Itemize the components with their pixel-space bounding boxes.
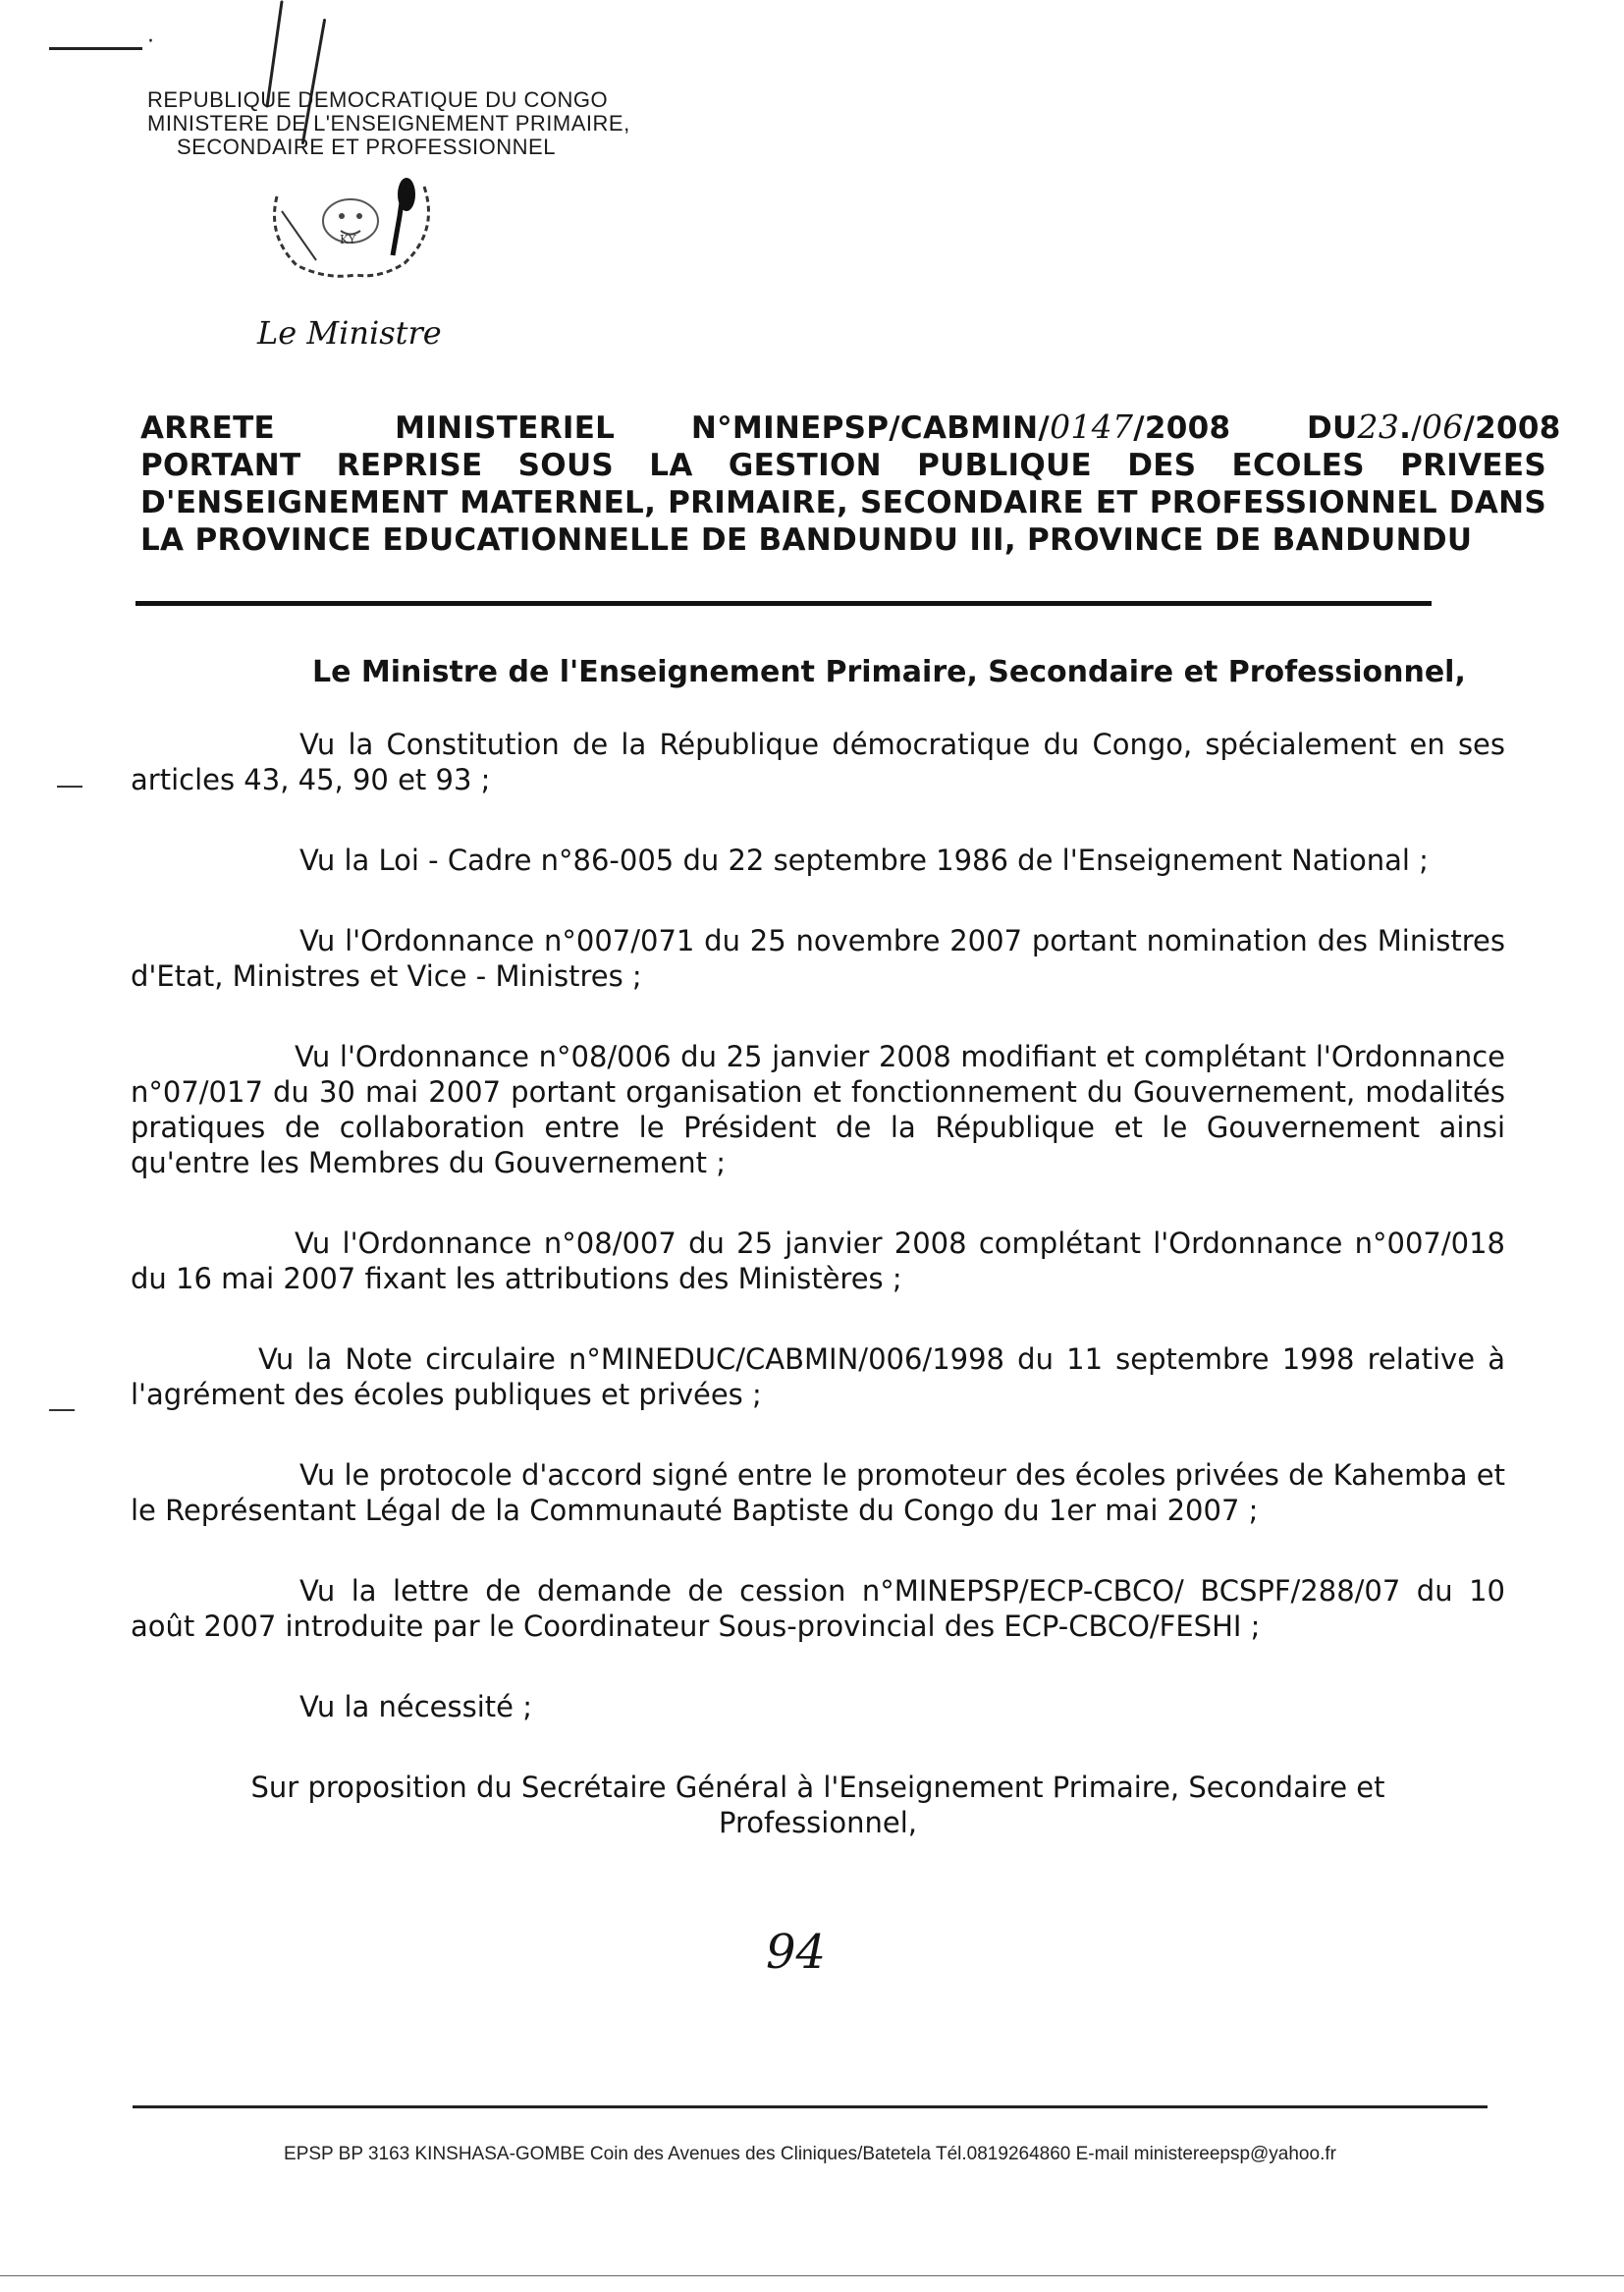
decree-title (140, 408, 1561, 559)
footer-rule (133, 2105, 1488, 2108)
margin-mark (49, 1409, 75, 1411)
proposal-line-1: Sur proposition du Secrétaire Général à l'Enseignement Primaire, Secondaire et (250, 1771, 1385, 1804)
consideration-necessite: Vu la nécessité ; (299, 1690, 532, 1723)
decree-date-day-handwritten: 23 (1357, 408, 1400, 446)
handwritten-initials: 94 (766, 1925, 827, 1980)
header-line-ministry-cont: SECONDAIRE ET PROFESSIONNEL (177, 135, 556, 159)
minister-heading: Le Ministre de l'Enseignement Primaire, Secondaire et Professionnel, (312, 655, 1466, 689)
consideration-protocole: Vu le protocole d'accord signé entre le promoteur des écoles privées de Kahemba et le Représentant Légal de la Communauté Baptiste du Congo du 1er mai 2007 ; (131, 1458, 1505, 1527)
decree-title-line-3: D'ENSEIGNEMENT MATERNEL, PRIMAIRE, SECONDAIRE ET PROFESSIONNEL DANS (140, 485, 1546, 520)
decree-date-separator: . (1399, 410, 1412, 446)
header-line-ministry: MINISTERE DE L'ENSEIGNEMENT PRIMAIRE, (147, 111, 630, 136)
coat-of-arms-emblem-icon (257, 177, 444, 285)
consideration-lettre-cession: Vu la lettre de demande de cession n°MINEPSP/ECP-CBCO/ BCSPF/288/07 du 10 août 2007 introduite par le Coordinateur Sous-provincial des ECP-CBCO/FESHI ; (131, 1574, 1505, 1643)
decree-date-year: /2008 (1463, 410, 1561, 446)
considerations-body (131, 727, 1505, 1840)
decree-ref-year: /2008 (1133, 410, 1231, 446)
page-bottom-edge (0, 2275, 1624, 2276)
consideration-ordonnance-attributions: Vu l'Ordonnance n°08/007 du 25 janvier 2008 complétant l'Ordonnance n°007/018 du 16 mai 2007 fixant les attributions des Ministères ; (131, 1227, 1505, 1295)
institution-header (147, 88, 630, 159)
consideration-note-circulaire: Vu la Note circulaire n°MINEDUC/CABMIN/006/1998 du 11 septembre 1998 relative à l'agrément des écoles publiques et privées ; (131, 1342, 1505, 1411)
consideration-ordonnance-gouvernement: Vu l'Ordonnance n°08/006 du 25 janvier 2008 modifiant et complétant l'Ordonnance n°07/017 du 30 mai 2007 portant organisation et fonctionnement du Gouvernement, modalités pratiques de collaboration entre le Président de la République et le Gouvernement ainsi qu'entre les Membres du Gouvernement ; (131, 1040, 1505, 1179)
decree-word-ministeriel: MINISTERIEL (395, 410, 616, 446)
header-line-republic: REPUBLIQUE DEMOCRATIQUE DU CONGO (147, 87, 609, 112)
decree-title-line-4: LA PROVINCE EDUCATIONNELLE DE BANDUNDU III, PROVINCE DE BANDUNDU (140, 522, 1473, 558)
proposal-line-2: Professionnel, (719, 1806, 917, 1839)
svg-text:KY: KY (340, 233, 356, 246)
consideration-ordonnance-nomination: Vu l'Ordonnance n°007/071 du 25 novembre 2007 portant nomination des Ministres d'Etat, Ministres et Vice - Ministres ; (131, 924, 1505, 993)
decree-word-arrete: ARRETE (140, 410, 276, 446)
decree-ref-prefix: N°MINEPSP/CABMIN/ (690, 410, 1051, 446)
decree-du: DU (1307, 410, 1358, 446)
decree-reference-line: ARRETE MINISTERIEL N°MINEPSP/CABMIN/0147/2008 DU23./06/2008 (140, 408, 1561, 446)
decree-date-month-handwritten: 06 (1421, 408, 1464, 446)
proposal-paragraph (131, 1770, 1505, 1840)
consideration-constitution: Vu la Constitution de la République démocratique du Congo, spécialement en ses articles 43, 45, 90 et 93 ; (131, 728, 1505, 796)
decree-title-line-2: PORTANT REPRISE SOUS LA GESTION PUBLIQUE DES ECOLES PRIVEES (140, 448, 1546, 483)
scan-mark-line (49, 47, 142, 50)
margin-mark (57, 786, 82, 788)
footer-contact: EPSP BP 3163 KINSHASA-GOMBE Coin des Avenues des Cliniques/Batetela Tél.0819264860 E-mail ministereepsp@yahoo.fr (284, 2144, 1336, 2164)
decree-ref-number-handwritten: 0147 (1050, 408, 1134, 446)
title-underline (135, 601, 1432, 606)
scan-mark-glyph: · (147, 29, 154, 54)
consideration-loi-cadre: Vu la Loi - Cadre n°86-005 du 22 septembre 1986 de l'Enseignement National ; (299, 844, 1429, 877)
minister-signature-label: Le Ministre (257, 314, 442, 352)
